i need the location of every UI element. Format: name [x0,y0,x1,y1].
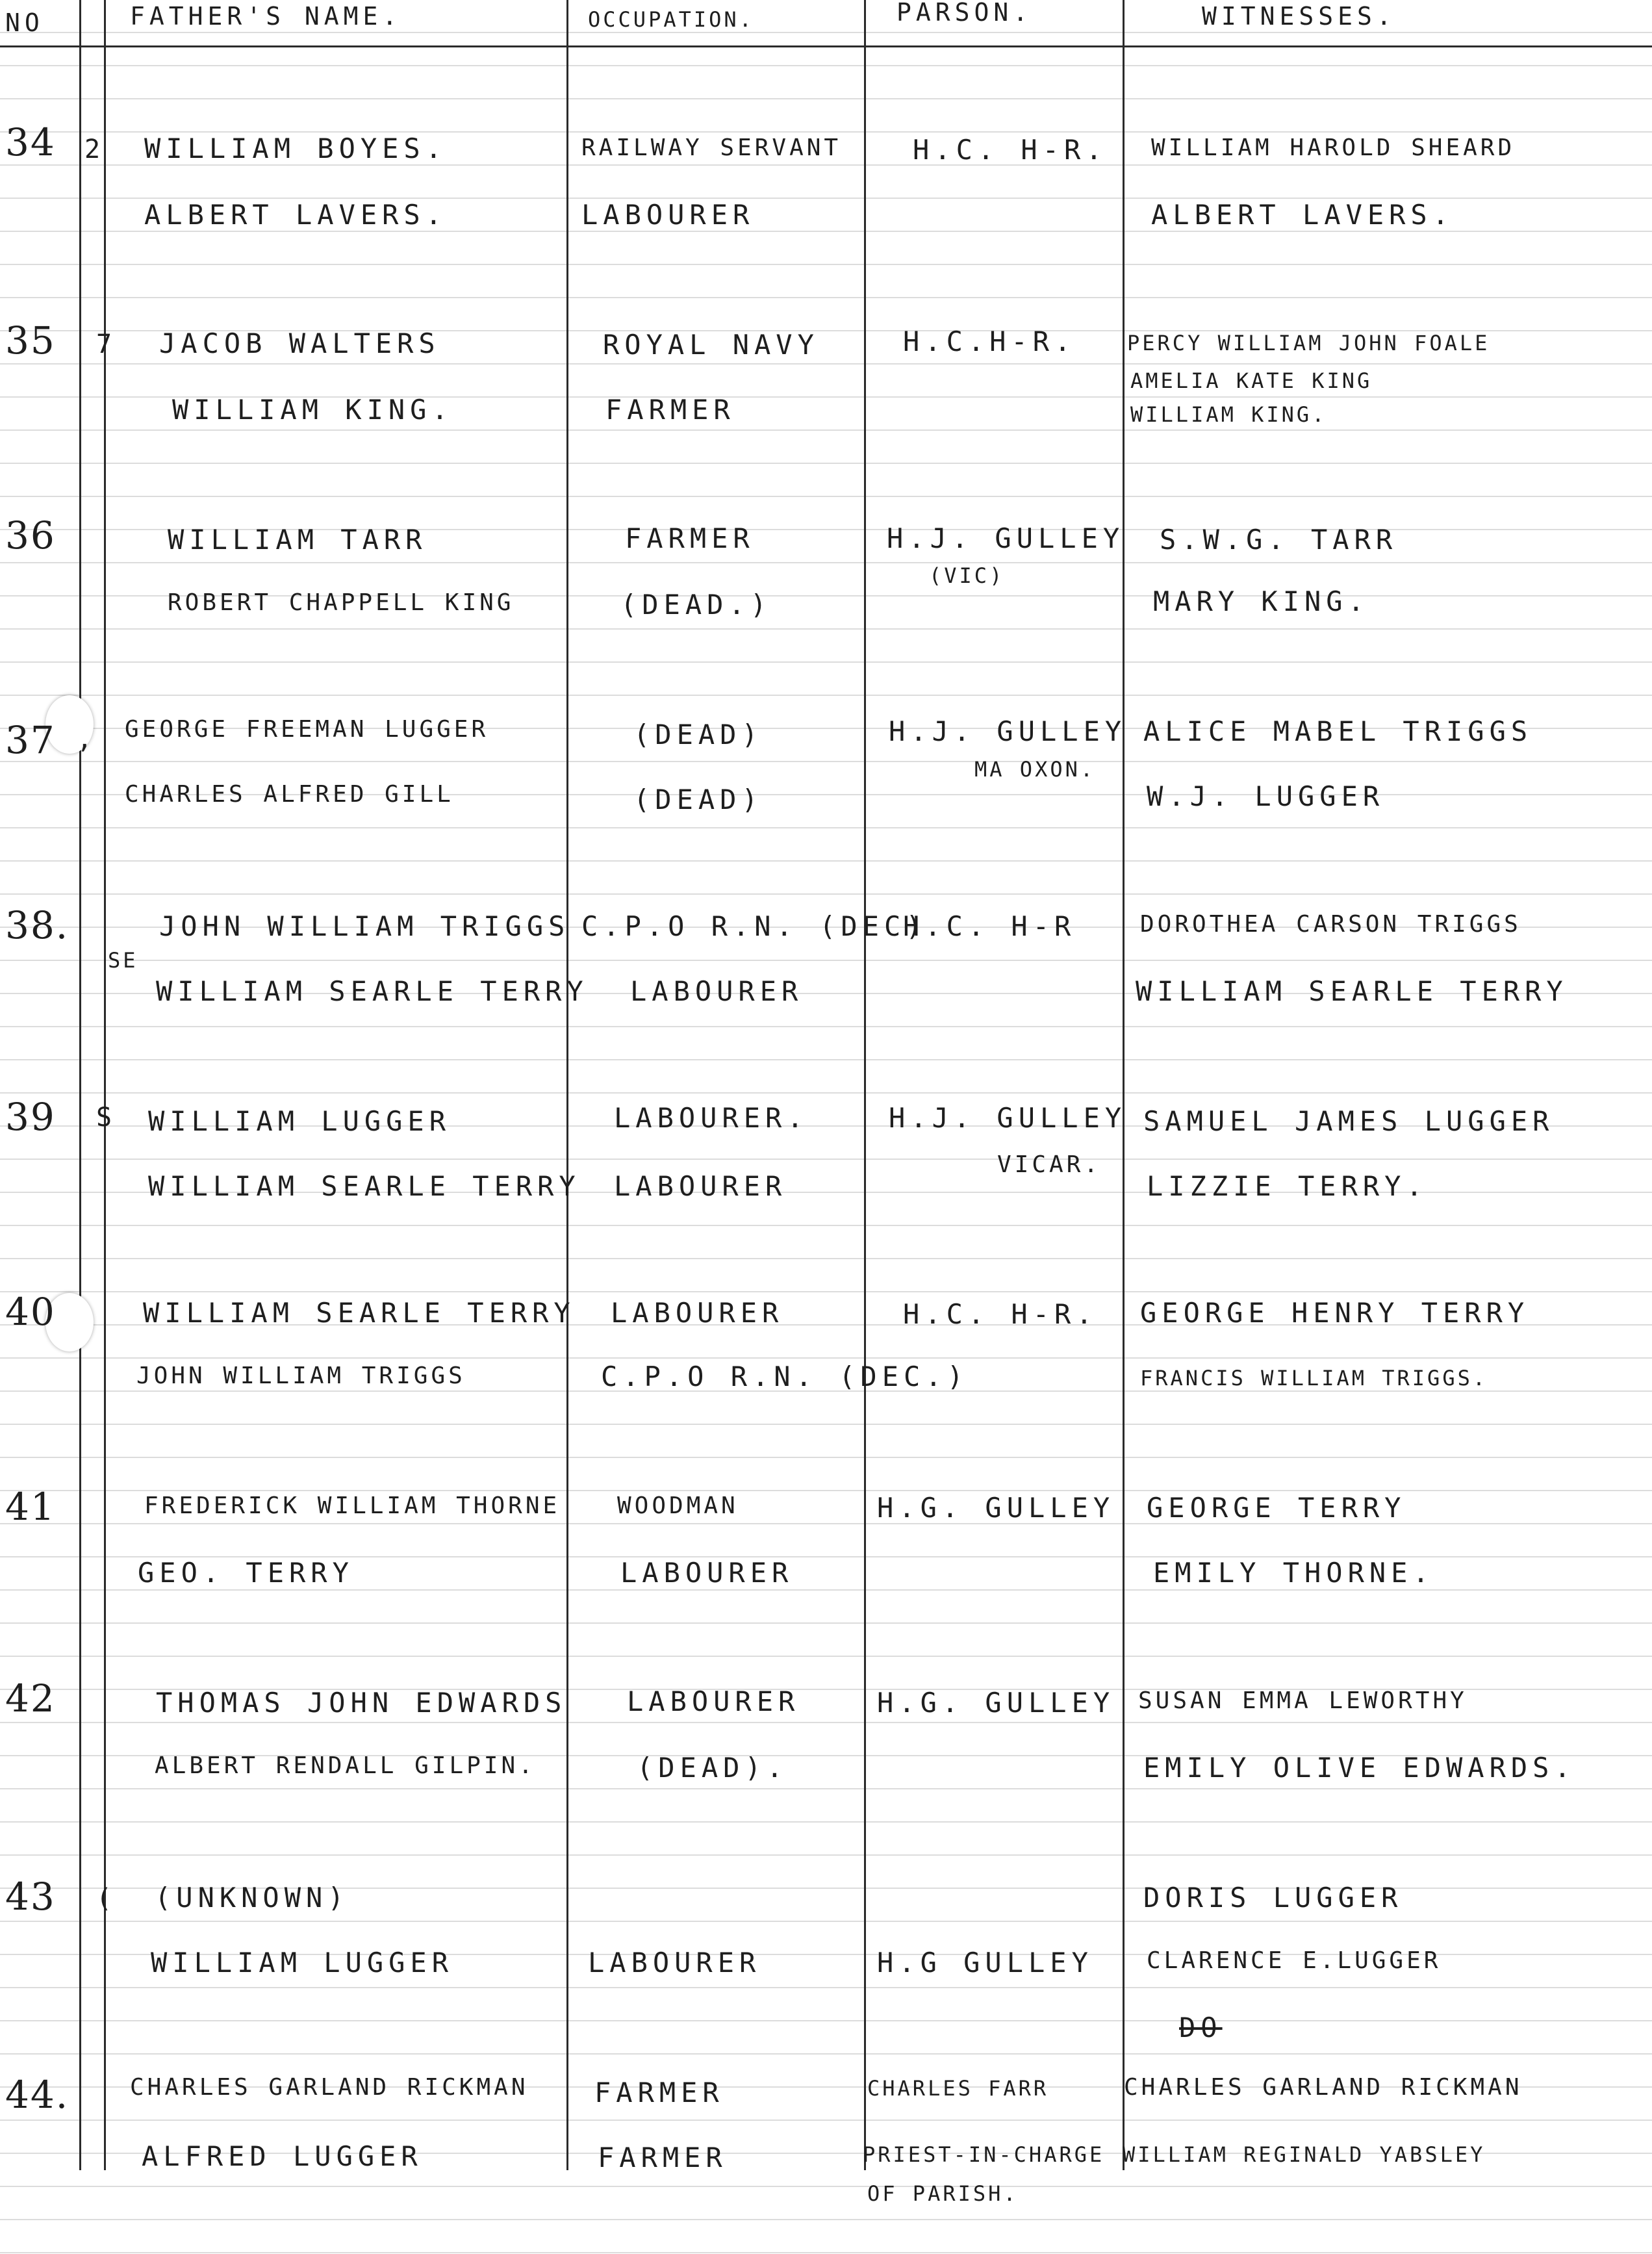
occupation: WOODMAN [617,1492,739,1519]
occupation: LABOURER. [614,1102,809,1134]
witness-name: ALICE MABEL TRIGGS [1143,715,1533,747]
parson-note: PRIEST-IN-CHARGE [863,2142,1105,2167]
entry-mark: S [96,1103,112,1133]
father-name: THOMAS JOHN EDWARDS [156,1687,567,1719]
occupation: FARMER [605,394,735,426]
father-name: WILLIAM SEARLE TERRY [148,1170,581,1202]
father-name: JOHN WILLIAM TRIGGS [159,910,570,942]
father-name: CHARLES GARLAND RICKMAN [130,2074,529,2101]
occupation: RAILWAY SERVANT [581,134,842,161]
witness-name: WILLIAM SEARLE TERRY [1136,975,1568,1007]
header-witnesses: WITNESSES. [1202,2,1396,31]
father-name: WILLIAM BOYES. [144,133,448,164]
occupation: (DEAD) [633,719,763,750]
father-name: ALBERT RENDALL GILPIN. [155,1752,536,1779]
witness-name: ALBERT LAVERS. [1151,199,1455,231]
father-name: GEO. TERRY [138,1557,354,1589]
occupation: ROYAL NAVY [603,329,819,361]
witness-name: MARY KING. [1153,585,1369,617]
entry-mark: , [77,724,93,754]
occupation: FARMER [625,522,755,554]
occupation: LABOURER [627,1685,800,1717]
witness-name: PERCY WILLIAM JOHN FOALE [1127,331,1490,355]
parson: H.J. GULLEY [889,715,1127,747]
father-name: JACOB WALTERS [159,327,440,359]
witness-name: SUSAN EMMA LEWORTHY [1138,1687,1468,1714]
entry-mark: 2 [84,134,101,164]
witness-name: CLARENCE E.LUGGER [1147,1947,1442,1974]
father-name: WILLIAM SEARLE TERRY [156,975,589,1007]
father-name: ROBERT CHAPPELL KING [168,589,515,616]
parson: H.J. GULLEY [889,1102,1127,1134]
witness-name: DOROTHEA CARSON TRIGGS [1140,911,1521,938]
column-rule-mark [79,0,81,2170]
occupation: LABOURER [620,1557,794,1589]
father-name: GEORGE FREEMAN LUGGER [125,716,489,743]
witness-name: WILLIAM REGINALD YABSLEY [1123,2142,1486,2167]
parson-note: OF PARISH. [867,2181,1019,2206]
parson: H.C.H-R. [903,326,1076,357]
witness-name: SAMUEL JAMES LUGGER [1143,1105,1555,1137]
parson-note: (VIC) [929,563,1005,588]
entry-number: 41 [5,1485,56,1529]
witness-name: GEORGE TERRY [1147,1492,1406,1524]
father-name: WILLIAM LUGGER [151,1947,454,1979]
occupation: FARMER [598,2142,728,2173]
witness-name: FRANCIS WILLIAM TRIGGS. [1140,1366,1488,1390]
father-name: WILLIAM TARR [168,524,427,556]
parson: CHARLES FARR [867,2076,1049,2101]
witness-name: LIZZIE TERRY. [1147,1170,1428,1202]
parson-note: VICAR. [997,1151,1102,1178]
occupation: LABOURER [581,199,755,231]
father-name: WILLIAM LUGGER [148,1105,451,1137]
witness-name: S.W.G. TARR [1160,524,1398,556]
father-name: CHARLES ALFRED GILL [125,781,454,808]
column-rule-name [104,0,106,2170]
father-name: (UNKNOWN) [155,1882,349,1914]
father-name: ALFRED LUGGER [142,2140,423,2172]
parson: H.G GULLEY [877,1947,1093,1979]
header-fathers-name: FATHER'S NAME. [130,2,402,31]
parson: H.C. H-R [903,910,1076,942]
witness-name: GEORGE HENRY TERRY [1140,1297,1530,1329]
parson: H.C. H-R. [913,134,1108,166]
witness-name: EMILY OLIVE EDWARDS. [1143,1752,1576,1784]
struck-out-ditto: DO [1179,2012,1223,2043]
occupation: C.P.O R.N. (DEC) [581,910,928,942]
occupation: LABOURER [611,1297,784,1329]
witness-name: CHARLES GARLAND RICKMAN [1124,2074,1523,2101]
witness-name: DORIS LUGGER [1143,1882,1403,1914]
entry-number: 34 [5,120,56,164]
father-name: WILLIAM SEARLE TERRY [143,1297,576,1329]
witness-name: AMELIA KATE KING [1130,368,1373,393]
father-name: ALBERT LAVERS. [144,199,448,231]
entry-number: 38. [5,903,70,947]
parson: H.G. GULLEY [877,1687,1115,1719]
entry-number: 43 [5,1875,56,1919]
witness-name: EMILY THORNE. [1153,1557,1434,1589]
father-name: WILLIAM KING. [172,394,453,426]
entry-number: 44. [5,2073,70,2117]
entry-number: 35 [5,318,56,363]
entry-mark: ( [96,1884,112,1914]
parson: H.J. GULLEY [887,522,1125,554]
column-rule-parson [864,0,866,2170]
occupation: C.P.O R.N. (DEC.) [601,1361,969,1392]
column-rule-occupation [566,0,568,2170]
entry-mark: 7 [96,329,112,359]
entry-number: 39 [5,1095,56,1139]
witness-name: WILLIAM KING. [1130,402,1327,427]
parson-note: MA OXON. [974,757,1096,782]
entry-number: 36 [5,513,56,557]
occupation: (DEAD) [633,784,763,815]
witness-name: WILLIAM HAROLD SHEARD [1151,134,1516,161]
entry-number: 40 [5,1290,56,1334]
occupation: LABOURER [630,975,804,1007]
witness-name: W.J. LUGGER [1147,780,1385,812]
entry-number: 37 [5,718,56,762]
father-name: JOHN WILLIAM TRIGGS [136,1363,466,1389]
entry-number: 42 [5,1676,56,1721]
header-occupation: OCCUPATION. [588,7,754,32]
occupation: (DEAD). [637,1752,789,1784]
parson: H.C. H-R. [903,1298,1098,1330]
occupation: LABOURER [588,1947,761,1979]
header-rule [0,45,1652,47]
occupation: (DEAD.) [620,589,772,621]
header-no: NO [5,8,44,37]
parson: H.G. GULLEY [877,1492,1115,1524]
occupation: FARMER [594,2077,724,2108]
entry-mark: SE [108,948,138,973]
header-parson: PARSON. [896,0,1033,27]
column-rule-witnesses [1123,0,1125,2170]
occupation: LABOURER [614,1170,787,1202]
father-name: FREDERICK WILLIAM THORNE [144,1492,561,1519]
